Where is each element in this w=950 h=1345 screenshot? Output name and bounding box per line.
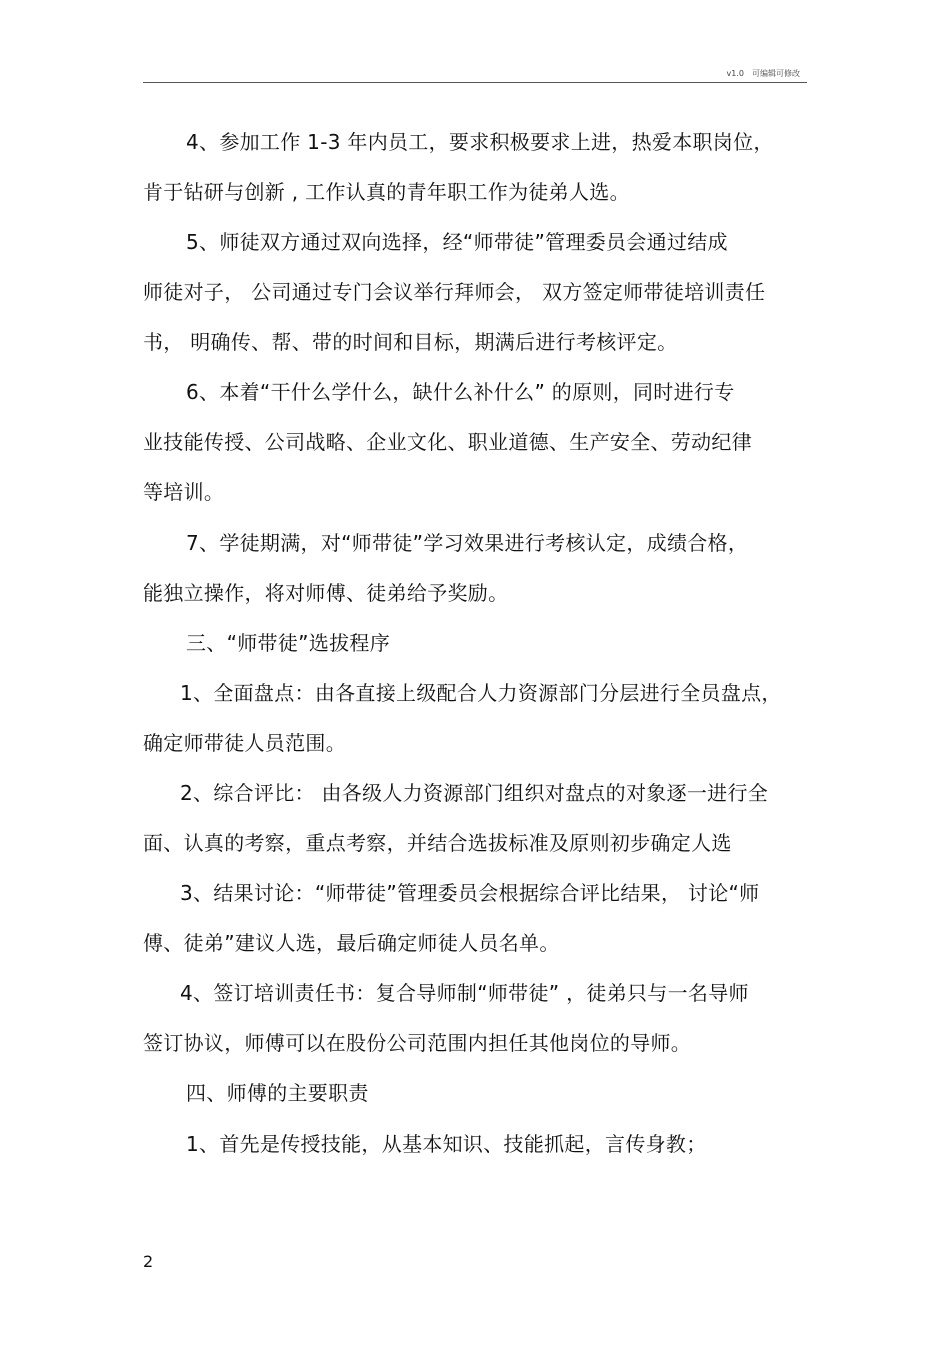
- section-heading: 三、“师带徒”选拔程序: [186, 631, 391, 655]
- text-line: 1、首先是传授技能，从基本知识、技能抓起，言传身教；: [186, 1132, 707, 1156]
- text-line: 傅、徒弟”建议人选，最后确定师徒人员名单。: [143, 931, 560, 955]
- text-line: 书， 明确传、帮、带的时间和目标，期满后进行考核评定。: [143, 330, 678, 354]
- text-line: 4、参加工作 1-3 年内员工，要求积极要求上进，热爱本职岗位，: [186, 130, 774, 154]
- text-line: 6、本着“干什么学什么，缺什么补什么” 的原则，同时进行专: [186, 380, 735, 404]
- header-version-label: v1.0 可编辑可修改: [726, 69, 800, 78]
- text-line: 7、学徒期满，对“师带徒”学习效果进行考核认定，成绩合格，: [186, 531, 749, 555]
- text-line: 面、认真的考察，重点考察，并结合选拔标准及原则初步确定人选: [143, 831, 732, 855]
- text-line: 2、综合评比： 由各级人力资源部门组织对盘点的对象逐一进行全: [180, 781, 769, 805]
- text-line: 确定师带徒人员范围。: [143, 731, 346, 755]
- text-line: 等培训。: [143, 480, 225, 504]
- text-line: 3、结果讨论：“师带徒”管理委员会根据综合评比结果， 讨论“师: [180, 881, 760, 905]
- header-divider: [143, 82, 807, 83]
- page-number: 2: [143, 1252, 154, 1271]
- text-line: 能独立操作，将对师傅、徒弟给予奖励。: [143, 581, 509, 605]
- text-line: 1、全面盘点：由各直接上级配合人力资源部门分层进行全员盘点，: [180, 681, 782, 705]
- section-heading: 四、师傅的主要职责: [186, 1081, 369, 1105]
- text-line: 5、师徒双方通过双向选择，经“师带徒”管理委员会通过结成: [186, 230, 728, 254]
- text-line: 业技能传授、公司战略、企业文化、职业道德、生产安全、劳动纪律: [143, 430, 752, 454]
- text-line: 师徒对子， 公司通过专门会议举行拜师会， 双方签定师带徒培训责任: [143, 280, 766, 304]
- text-line: 肯于钻研与创新 , 工作认真的青年职工作为徒弟人选。: [143, 180, 630, 204]
- text-line: 4、签订培训责任书：复合导师制“师带徒” ，徒弟只与一名导师: [180, 981, 749, 1005]
- text-line: 签订协议，师傅可以在股份公司范围内担任其他岗位的导师。: [143, 1031, 692, 1055]
